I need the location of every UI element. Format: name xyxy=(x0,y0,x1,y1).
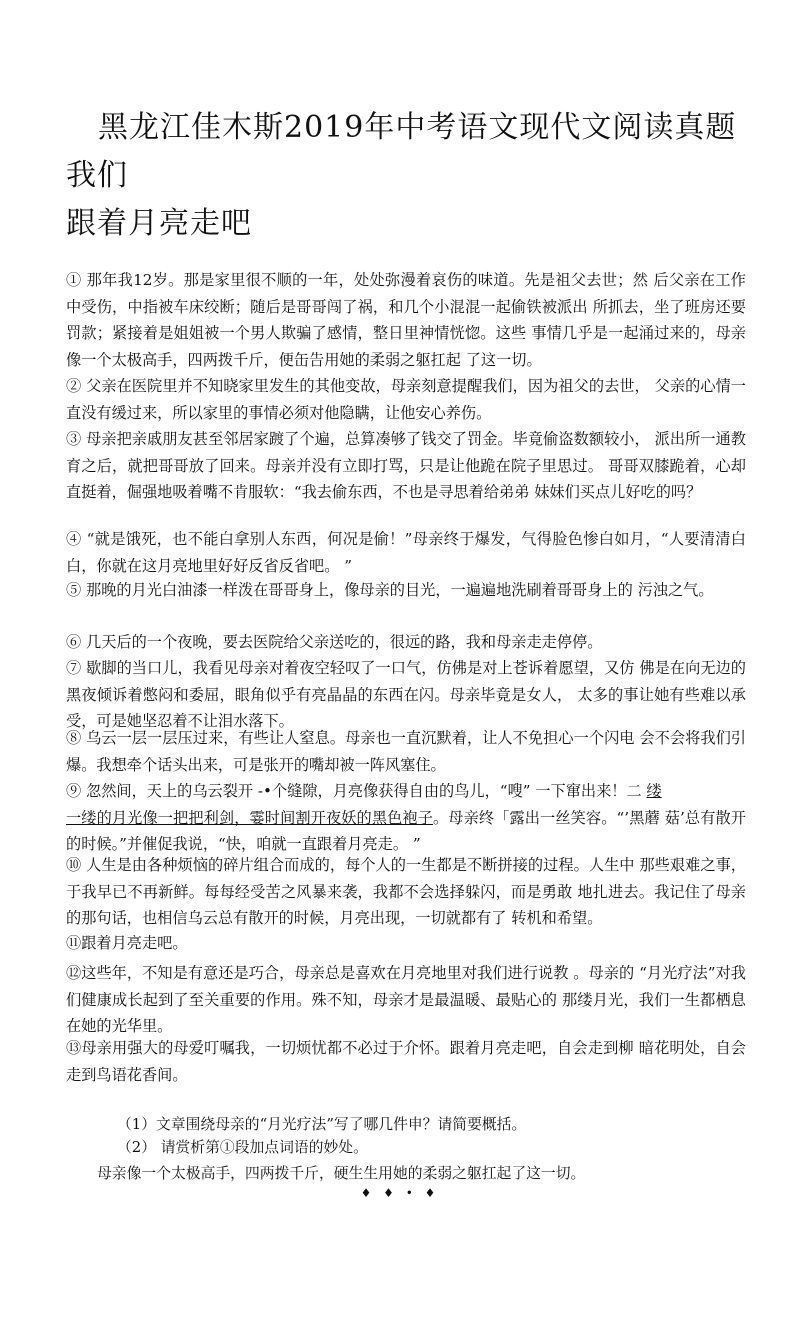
paragraph-3: ③ 母亲把亲戚朋友甚至邻居家踱了个遍，总算凑够了钱交了罚金。毕竟偷盗数额较小， 派出所一通教育之后，就把哥哥放了回来。母亲并没有立即打骂，只是让他跪在院子里思过。 哥哥双膝跪着，心却直挺着，倔强地吸着嘴不肯服软：“我去偷东西，不也是寻思着给弟弟 妹妹们买点儿好吃的吗？ xyxy=(66,430,746,501)
paragraph-5: ⑤ 那晚的月光白油漆一样泼在哥哥身上，像母亲的目光，一遍遍地洗刷着哥哥身上的 污浊之气。 xyxy=(66,581,714,599)
paragraph-6: ⑥ 几天后的一个夜晚，要去医院给父亲送吃的，很远的路，我和母亲走走停停。 xyxy=(66,633,603,651)
paragraph-1: ① 那年我12岁。那是家里很不顺的一年，处处弥漫着哀伤的味道。先是祖父去世；然 后父亲在工作中受伤，中指被车床绞断；随后是哥哥闯了祸，和几个小混混一起偷铁被派出 所抓去，坐了班房还要罚款；紧接着是姐姐被一个男人欺骗了感情，整日里神情恍惚。这些 事情几乎是一起涌过来的，母亲像一个太极高手，四两拨千斤，便缶告用她的柔弱之躯扛起 了这一切。 xyxy=(66,271,746,369)
paragraph-2: ② 父亲在医院里并不知晓家里发生的其他变故，母亲刻意提醒我们，因为祖父的去世， 父亲的心情一直没有缓过来，所以家里的事情必须对他隐瞒，让他安心养伤。 xyxy=(66,377,746,422)
footer-mark: ♦ ♦ • ♦ xyxy=(360,1186,440,1200)
paragraph-7: ⑦ 歇脚的当口儿，我看见母亲对着夜空轻叹了一口气，仿佛是对上苍诉着愿望，又仿 佛是在向无边的黑夜倾诉着憋闷和委屈，眼角似乎有亮晶晶的东西在闪。母亲毕竟是女人， 太多的事让她有些难以承受，可是她坚忍着不让泪水落下。 xyxy=(66,659,746,730)
question-1: （1）文章围绕母亲的“月光疗法”写了哪几件申？请简要概括。 xyxy=(117,1116,527,1133)
title-line-2: 跟着月亮走吧 xyxy=(66,206,252,241)
paragraph-11: ⑪跟着月亮走吧。 xyxy=(66,934,188,952)
title-line-1: 黑龙江佳木斯2019年中考语文现代文阅读真题我们 xyxy=(66,110,737,193)
paragraph-9 xyxy=(66,778,746,858)
underlined-word: 缕 xyxy=(646,782,662,800)
paragraph-4: ④ “就是饿死，也不能白拿别人东西，何况是偷！”母亲终于爆发，气得脸色惨白如月，“人要清清白白，你就在这月亮地里好好反省反省吧。 ” xyxy=(66,530,746,575)
paragraph-9-start: ⑨ 忽然间，天上的乌云裂开 -•个缝隙，月亮像获得自由的鸟儿，“嗖” 一下窜出来！二 xyxy=(66,782,647,800)
paragraph-10: ⑩ 人生是由各种烦恼的碎片组合而成的，每个人的一生都是不断拼接的过程。人生中 那些艰难之事，于我早已不再新鲜。每每经受苦之风暴来袭，我都不会选择躲闪，而是勇敢 地扎进去。我记住了母亲的那句话，也相信乌云总有散开的时候，月亮出现，一切就都有了 转机和希望。 xyxy=(66,856,746,927)
document-title xyxy=(66,104,746,248)
paragraph-9-end: 。母亲终「露出一丝笑容。“’黑蘑 菇’总有散开的时候。”并催促我说，“快，咱就一直跟着月亮走。 ” xyxy=(66,808,746,853)
question-2: （2） 请赏析第①段加点词语的妙处。 xyxy=(117,1139,368,1156)
paragraph-12: ⑫这些年，不知是有意还是巧合，母亲总是喜欢在月亮地里对我们进行说教 。母亲的 “月光疗法”对我们健康成长起到了至关重要的作用。殊不知，母亲才是最温暖、最贴心的 那缕月光，我们一生都栖息在她的光华里。 xyxy=(66,964,746,1035)
paragraph-8: ⑧ 乌云一层一层压过来，有些让人窒息。母亲也一直沉默着，让人不免担心一个闪电 会不会将我们引爆。我想牵个话头出来，可是张开的嘴却被一阵风塞住。 xyxy=(66,729,746,774)
question-quote: 母亲像一个太极高手，四两拨千斤，硬生生用她的柔弱之躯扛起了这一切。 xyxy=(97,1165,586,1182)
underlined-sentence: 一缕的月光像一把把利剑，霎时间割开夜妖的黑色袍子 xyxy=(66,808,433,827)
paragraph-13: ⑬母亲用强大的母爱叮嘱我，一切烦忧都不必过于介怀。跟着月亮走吧，自会走到柳 暗花明处，自会走到鸟语花香间。 xyxy=(66,1039,746,1084)
